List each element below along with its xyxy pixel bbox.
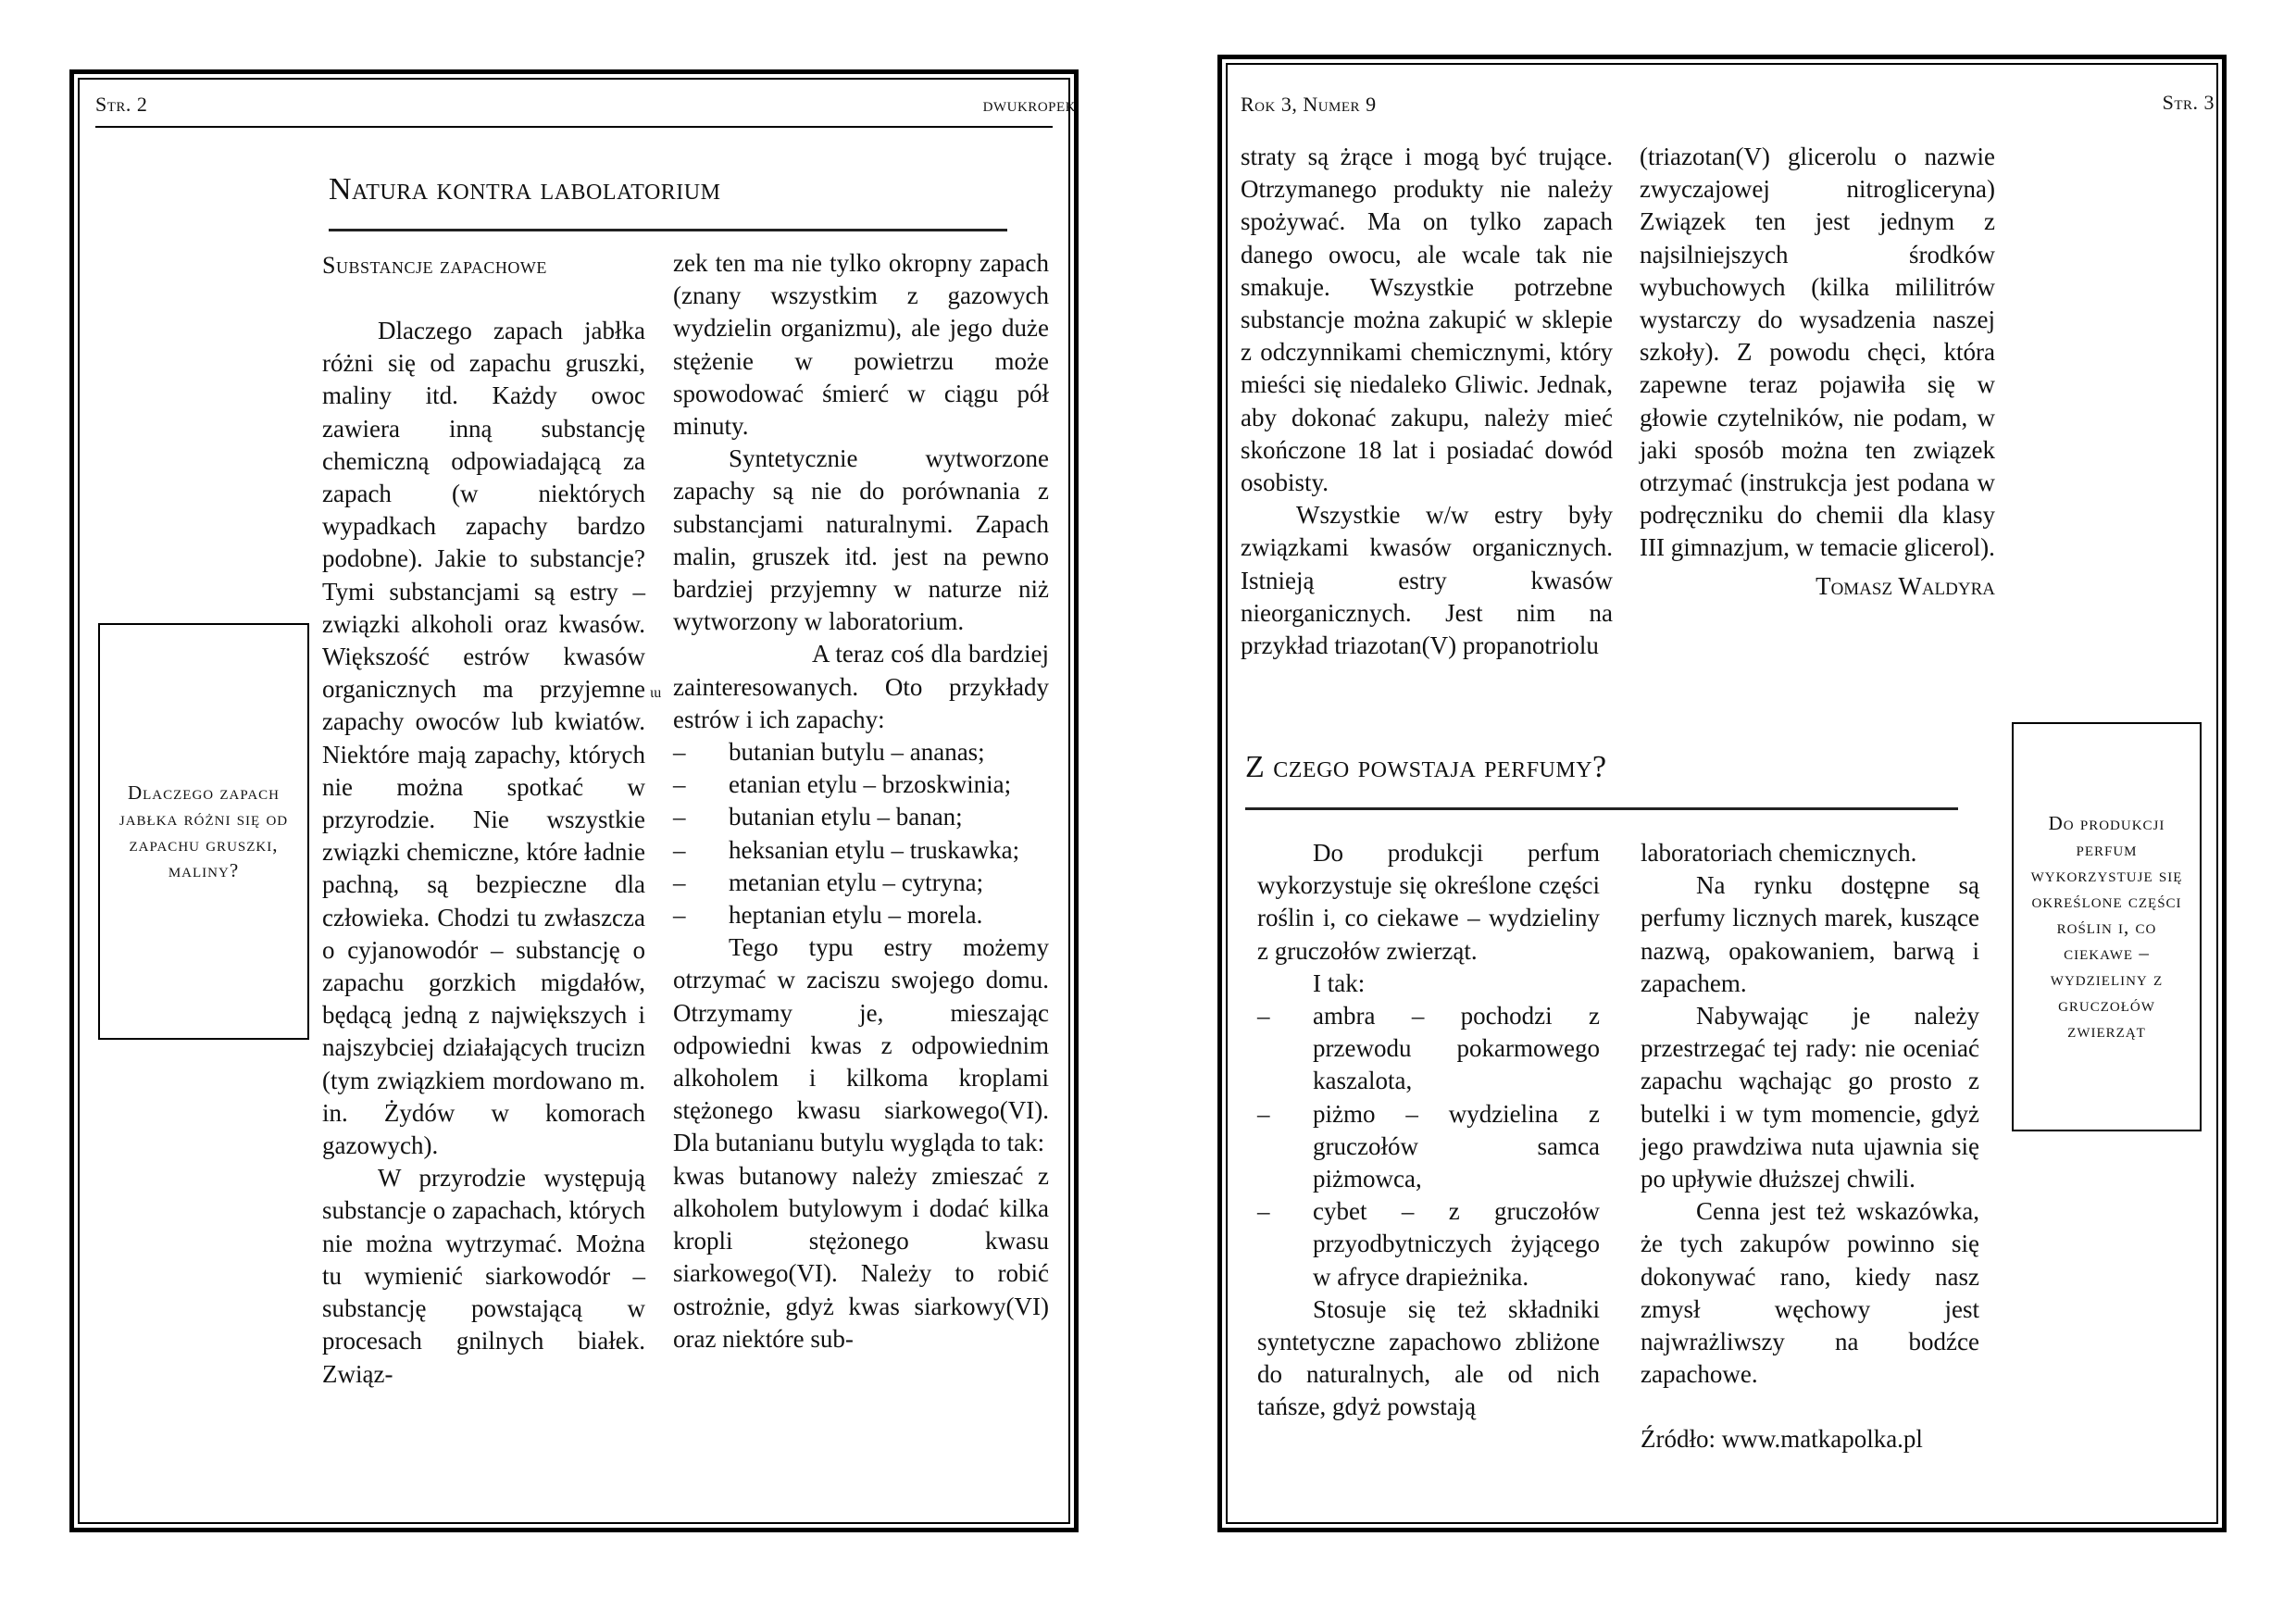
newsletter-name: dwukropek: [982, 93, 1076, 116]
list-item-text: heksanian etylu – truskawka;: [729, 835, 1020, 864]
right-page-number: Str. 3: [2162, 91, 2215, 114]
list-item-text: cybet – z gruczołów przyodbytniczych żyjącego w afryce drapieżnika.: [1313, 1197, 1600, 1291]
article2-title: Z czego powstaja perfumy?: [1245, 750, 1607, 784]
margin-mark: ιu: [650, 685, 662, 701]
paragraph: Syntetycznie wytworzone zapachy są nie do porównania z substancjami naturalnymi. Zapach malin, gruszek itd. jest na pewno bardziej przyjemny w naturze niż wytworzony w laboratorium.: [673, 444, 1049, 636]
list-item-text: metanian etylu – cytryna;: [729, 868, 984, 896]
article2-column-1: [1257, 837, 1600, 1424]
dash-bullet: –: [1257, 1099, 1270, 1128]
paragraph: kwas butanowy należy zmieszać z alkoholem butylowym i dodać kilka kropli stężonego kwasu siarkowego(VI). Należy to robić ostrożnie, gdyż kwas siarkowy(VI) oraz niektóre sub-: [673, 1161, 1049, 1353]
dash-bullet: –: [673, 835, 686, 864]
right-continued-column-2: [1640, 141, 1995, 603]
paragraph: straty są żrące i mogą być trujące. Otrzymanego produkty nie należy spożywać. Ma on tylko zapach danego owocu, ale wcale tak nie smakuje. Wszystkie potrzebne substancje można zakupić w sklepie z odczynnikami chemicznymi, który mieści się niedaleko Gliwic. Jednak, aby dokonać zakupu, należy mieć skończone 18 lat i posiadać dowód osobisty.: [1241, 143, 1613, 497]
source-line: Źródło: www.matkapolka.pl: [1641, 1425, 1923, 1454]
dash-bullet: –: [673, 738, 686, 767]
paragraph: I tak:: [1313, 968, 1366, 997]
article2-title-rule: [1245, 807, 1958, 810]
list-item: [673, 801, 1049, 833]
list-item: [1257, 1098, 1600, 1196]
dash-bullet: –: [673, 901, 686, 930]
paragraph: Do produkcji perfum wykorzystuje się określone części roślin i, co ciekawe – wydzieliny z gruczołów zwierząt.: [1257, 839, 1600, 965]
issue-label: Rok 3, Numer 9: [1241, 93, 1377, 116]
paragraph: A teraz coś dla bardziej zainteresowanych. Oto przykłady estrów i ich zapachy:: [673, 640, 1049, 733]
paragraph: zek ten ma nie tylko okropny zapach (znany wszystkim z gazowych wydzielin organizmu), ale jego duże stężenie w powietrzu może spowodować śmierć w ciągu pół minuty.: [673, 249, 1049, 441]
author-byline: Tomasz Waldyra: [1816, 571, 1995, 600]
list-item: [673, 834, 1049, 867]
list-item-text: etanian etylu – brzoskwinia;: [729, 770, 1012, 799]
list-item-text: heptanian etylu – morela.: [729, 901, 983, 930]
list-item-text: ambra – pochodzi z przewodu pokarmowego kaszalota,: [1313, 1002, 1600, 1095]
dash-bullet: –: [673, 868, 686, 896]
left-article-column-2: [673, 247, 1049, 1355]
paragraph: Na rynku dostępne są perfumy licznych marek, kuszące nazwą, opakowaniem, barwą i zapachem.: [1641, 871, 1979, 997]
section-heading: Substancje zapachowe: [322, 252, 547, 279]
paragraph: Cenna jest też wskazówka, że tych zakupów powinno się dokonywać rano, kiedy nasz zmysł węchowy jest najwrażliwszy na bodźce zapachowe.: [1641, 1197, 1979, 1389]
list-item: [1257, 1195, 1600, 1293]
pull-quote-box-2: [2012, 722, 2202, 1131]
pull-quote-box: [98, 623, 309, 1040]
dash-bullet: –: [1257, 1002, 1270, 1031]
pull-quote-text-2: Do produkcji perfum wykorzystuje się określone części roślin i, co ciekawe – wydzieliny z gruczołów zwierząt: [2030, 812, 2183, 1042]
list-item: [673, 867, 1049, 899]
left-article-column-1: [322, 315, 645, 1391]
left-page-number: Str. 2: [95, 93, 148, 116]
article-title-rule: [329, 229, 1007, 231]
list-item: [673, 899, 1049, 931]
paragraph: Nabywając je należy przestrzegać tej rady: nie oceniać zapachu wąchając go prosto z butelki i w tym momencie, gdyż jego prawdziwa nuta ujawnia się po upływie dłuższej chwili.: [1641, 1002, 1979, 1193]
list-item-text: butanian etylu – banan;: [729, 803, 963, 831]
paragraph: Tego typu estry możemy otrzymać w zaciszu swojego domu. Otrzymamy je, mieszając odpowiedni kwas z odpowiednim alkoholem i kilkoma kroplami stężonego kwasu siarkowego(VI). Dla butanianu butylu wygląda to tak:: [673, 933, 1049, 1157]
paragraph: W przyrodzie występują substancje o zapachach, których nie można wytrzymać. Można tu wymienić siarkowodór – substancję powstającą w procesach gnilnych białek. Związ-: [322, 1164, 645, 1388]
paragraph: laboratoriach chemicznych.: [1641, 839, 1917, 867]
list-item-text: butanian butylu – ananas;: [729, 738, 985, 767]
right-continued-column-1: [1241, 141, 1613, 662]
pull-quote-text: Dlaczego zapach jabłka różni się od zapachu gruszki, maliny?: [119, 781, 289, 881]
list-item: [1257, 1000, 1600, 1098]
dash-bullet: –: [673, 770, 686, 799]
list-item: [673, 768, 1049, 801]
paragraph: Wszystkie w/w estry były związkami kwasów organicznych. Istnieją estry kwasów nieorganicznych. Jest nim na przykład triazotan(V) propanotriolu: [1241, 501, 1613, 660]
article2-column-2: [1641, 837, 1979, 1456]
left-header-rule: [95, 126, 1053, 128]
article-title: Natura kontra labolatorium: [329, 172, 721, 206]
list-item: [673, 736, 1049, 768]
paragraph: Stosuje się też składniki syntetyczne zapachowo zbliżone do naturalnych, ale od nich tańsze, gdyż powstają: [1257, 1294, 1600, 1421]
list-item-text: piżmo – wydzielina z gruczołów samca piżmowca,: [1313, 1099, 1600, 1193]
dash-bullet: –: [673, 803, 686, 831]
paragraph: Dlaczego zapach jabłka różni się od zapachu gruszki, maliny itd. Każdy owoc zawiera inną substancję chemiczną odpowiadającą za zapach (w niektórych wypadkach zapachy bardzo podobne). Jakie to substancje? Tymi substancjami są estry – związki alkoholi oraz kwasów. Większość estrów kwasów organicznych ma przyjemne zapachy owoców lub kwiatów. Niektóre mają zapachy, których nie można spotkać w przyrodzie. Nie wszystkie związki chemiczne, które ładnie pachną, są bezpieczne dla człowieka. Chodzi tu zwłaszcza o cyjanowodór – substancję o zapachu gorzkich migdałów, będącą jedną z największych i najszybciej działających trucizn (tym związkiem mordowano m. in. Żydów w komorach gazowych).: [322, 317, 645, 1160]
dash-bullet: –: [1257, 1197, 1270, 1226]
paragraph: (triazotan(V) glicerolu o nazwie zwyczajowej nitrogliceryna) Związek ten jest jednym z najsilniejszych środków wybuchowych (kilka mililitrów wystarczy do wysadzenia naszej szkoły). Z powodu chęci, która zapewne teraz pojawiła się w głowie czytelników, nie podam, w jaki sposób można ten związek otrzymać (instrukcja jest podana w podręczniku do chemii dla klasy III gimnazjum, w temacie glicerol).: [1640, 143, 1995, 562]
perfume-source-list: [1257, 1000, 1600, 1293]
ester-list: [673, 736, 1049, 931]
